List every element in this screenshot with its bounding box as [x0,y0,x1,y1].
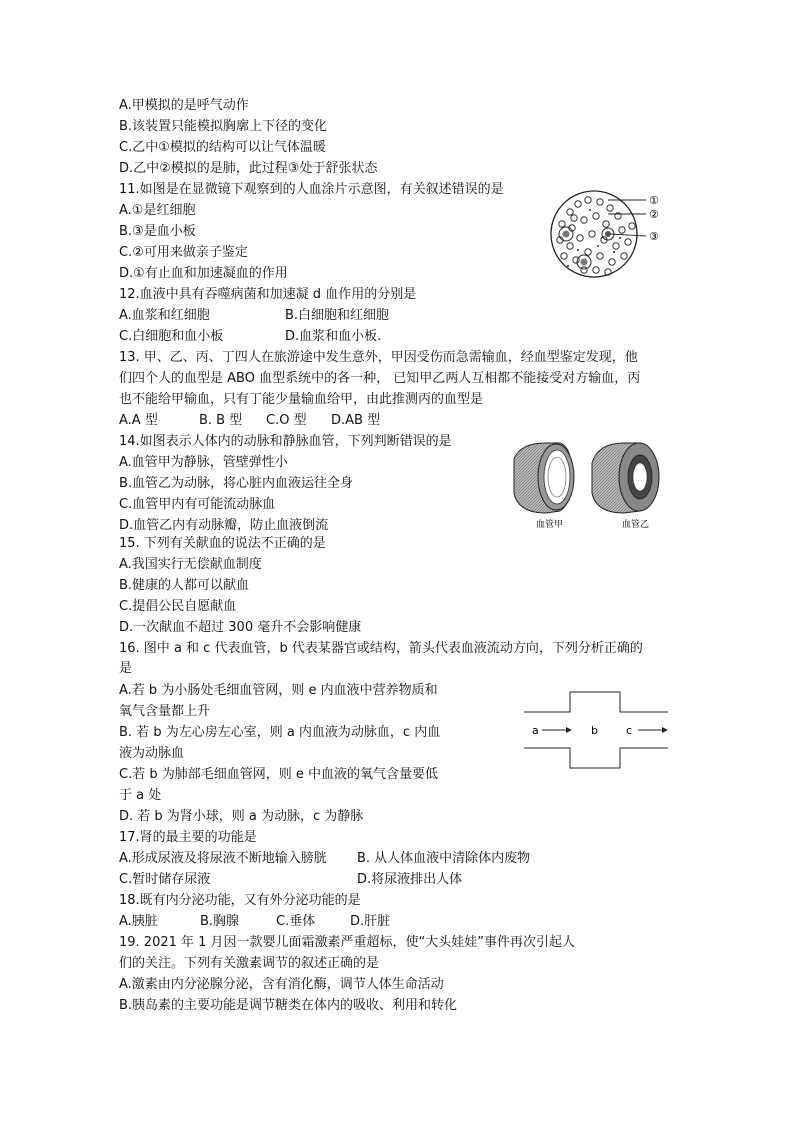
q14-option-c: C.血管甲内有可能流动脉血 [119,497,276,512]
q16-stem-line-1: 16. 图中 a 和 c 代表血管，b 代表某器官或结构，箭头代表血液流动方向，下列分析正确的 [119,641,643,656]
q11-option-a: A.①是红细胞 [119,203,196,218]
q13-stem-line-2: 们四个人的血型是 ABO 血型系统中的各一种， 已知甲乙两人互相都不能接受对方输血，丙 [119,371,641,386]
q15-option-a: A.我国实行无偿献血制度 [119,557,262,572]
q14-stem: 14.如图表示人体内的动脉和静脉血管，下列判断错误的是 [119,434,452,449]
q13-option-c: C.O 型 [266,413,307,428]
vessel-yi-icon [592,443,659,513]
flow-label-a: a [532,724,539,737]
q17-option-d: D.将尿液排出人体 [357,872,463,887]
q10-option-c: C.乙中①模拟的结构可以让气体温暖 [119,140,326,155]
vessel-jia-caption: 血管甲 [536,520,564,529]
q17-option-c: C.暂时储存尿液 [119,872,211,887]
q15-option-b: B.健康的人都可以献血 [119,578,250,593]
q12-option-b: B.白细胞和红细胞 [285,308,390,323]
q18-option-c: C.垂体 [276,914,316,929]
q12-option-c: C.白细胞和血小板 [119,329,224,344]
blood-smear-label-3: ③ [649,230,659,243]
q19-stem-line-2: 们的关注。下列有关激素调节的叙述正确的是 [119,956,380,971]
q10-option-b: B.该装置只能模拟胸廓上下径的变化 [119,119,328,134]
q18-option-b: B.胸腺 [200,914,240,929]
q16-option-c-line-2: 于 a 处 [119,788,162,803]
q11-option-b: B.③是血小板 [119,224,196,239]
q18-option-d: D.肝脏 [350,914,391,929]
blood-smear-label-2: ② [649,208,659,221]
q19-stem-line-1: 19. 2021 年 1 月因一款婴儿面霜激素严重超标，使“大头娃娃”事件再次引起人 [119,935,576,950]
q18-option-a: A.胰脏 [119,914,158,929]
flow-label-c: c [626,724,633,737]
q16-option-a-line-2: 氧气含量都上升 [119,704,211,719]
q17-option-b: B. 从人体血液中清除体内废物 [357,851,531,866]
q17-stem: 17.肾的最主要的功能是 [119,830,257,845]
vessel-jia-icon [514,443,574,513]
blood-vessels-figure [506,437,678,529]
vessel-yi-caption: 血管乙 [622,520,650,529]
q12-stem: 12.血液中具有吞噬病菌和加速凝 d 血作用的分别是 [119,287,417,302]
q13-option-a: A.A 型 [119,413,158,428]
q11-option-d: D.①有止血和加速凝血的作用 [119,266,288,281]
q14-option-a: A.血管甲为静脉，管壁弹性小 [119,455,288,470]
q10-option-d: D.乙中②模拟的是肺，此过程③处于舒张状态 [119,161,378,176]
q19-option-a: A.激素由内分泌腺分泌，含有消化酶，调节人体生命活动 [119,977,444,992]
q13-option-d: D.AB 型 [331,413,381,428]
q13-stem-line-3: 也不能给甲输血，只有丁能少量输血给甲，由此推测丙的血型是 [119,392,484,407]
q16-option-a-line-1: A.若 b 为小肠处毛细血管网，则 e 内血液中营养物质和 [119,683,438,698]
q17-option-a: A.形成尿液及将尿液不断地输入膀胱 [119,851,327,866]
q14-option-d: D.血管乙内有动脉瓣，防止血液倒流 [119,518,329,533]
q15-stem: 15. 下列有关献血的说法不正确的是 [119,536,326,551]
q12-option-a: A.血浆和红细胞 [119,308,210,323]
blood-smear-figure [548,190,668,284]
q10-option-a: A.甲模拟的是呼气动作 [119,98,249,113]
blood-flow-figure [522,690,670,772]
blood-smear-label-1: ① [649,194,659,207]
q11-option-c: C.②可用来做亲子鉴定 [119,245,248,260]
q16-option-b-line-2: 液为动脉血 [119,746,185,761]
flow-label-b: b [591,724,598,737]
q15-option-c: C.提倡公民自愿献血 [119,599,237,614]
q19-option-b: B.胰岛素的主要功能是调节糖类在体内的吸收、利用和转化 [119,998,458,1013]
q16-option-b-line-1: B. 若 b 为左心房左心室，则 a 内血液为动脉血，c 内血 [119,725,441,740]
q16-option-c-line-1: C.若 b 为肺部毛细血管网，则 e 中血液的氧气含量要低 [119,767,438,782]
q18-stem: 18.既有内分泌功能，又有外分泌功能的是 [119,893,361,908]
q12-option-d: D.血浆和血小板. [285,329,382,344]
q14-option-b: B.血管乙为动脉，将心脏内血液运往全身 [119,476,354,491]
q11-stem: 11.如图是在显微镜下观察到的人血涂片示意图，有关叙述错误的是 [119,182,504,197]
q16-stem-line-2: 是 [119,661,133,676]
q16-option-d: D. 若 b 为肾小球，则 a 为动脉，c 为静脉 [119,809,364,824]
q13-option-b: B. B 型 [199,413,243,428]
q13-stem-line-1: 13. 甲、乙、丙、丁四人在旅游途中发生意外，甲因受伤而急需输血，经血型鉴定发现，他 [119,350,638,365]
q15-option-d: D.一次献血不超过 300 毫升不会影响健康 [119,620,362,635]
